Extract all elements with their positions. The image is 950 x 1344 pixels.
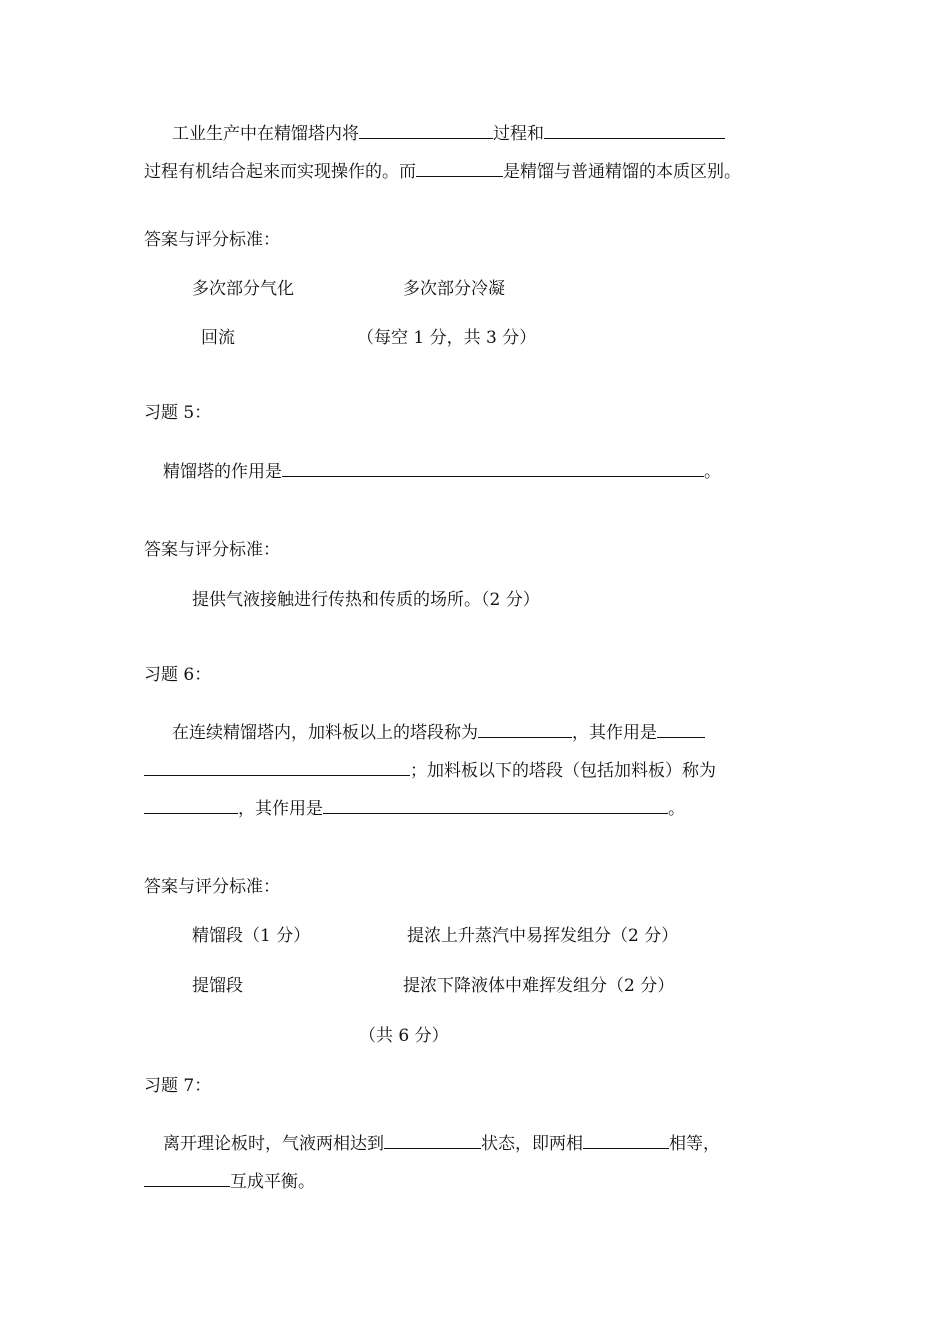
- a4-header: 答案与评分标准：: [144, 230, 280, 250]
- q4-text-3: 过程有机结合起来而实现操作的。而: [144, 162, 416, 182]
- a5-header: 答案与评分标准：: [144, 540, 280, 560]
- q6-end: 。: [668, 799, 685, 819]
- q6-blank-3[interactable]: [144, 796, 238, 814]
- q7-line-2: [144, 1169, 315, 1193]
- q6-blank-2a[interactable]: [657, 720, 705, 738]
- q6-line-1: [172, 720, 705, 744]
- q7-text-2: 状态，即两相: [481, 1134, 583, 1154]
- q7-text-1: 离开理论板时，气液两相达到: [163, 1134, 384, 1154]
- a6-total: （共 6 分）: [359, 1026, 449, 1046]
- q5-blank[interactable]: [282, 459, 704, 477]
- q6-text-1: 在连续精馏塔内，加料板以上的塔段称为: [172, 723, 478, 743]
- q5-title: 习题 5：: [144, 403, 212, 423]
- a5-answer: 提供气液接触进行传热和传质的场所。（2 分）: [192, 590, 540, 610]
- q7-blank-1[interactable]: [384, 1131, 481, 1149]
- q7-title: 习题 7：: [144, 1076, 212, 1096]
- q7-line-1: [163, 1131, 720, 1155]
- q7-text-3: 相等，: [669, 1134, 720, 1154]
- q4-text-4: 是精馏与普通精馏的本质区别。: [503, 162, 741, 182]
- a6-header: 答案与评分标准：: [144, 877, 280, 897]
- q5-end: 。: [704, 462, 721, 482]
- a6-row2-left: 提馏段: [192, 976, 243, 996]
- q6-blank-1[interactable]: [478, 720, 572, 738]
- q7-blank-2[interactable]: [583, 1131, 669, 1149]
- q4-text-2: 过程和: [493, 124, 544, 144]
- q6-text-2: ，其作用是: [572, 723, 657, 743]
- a6-row1-left: 精馏段（1 分）: [192, 926, 311, 946]
- a4-answer-2: 多次部分冷凝: [403, 279, 505, 299]
- q6-blank-4[interactable]: [323, 796, 668, 814]
- q7-blank-3[interactable]: [144, 1169, 230, 1187]
- q6-blank-2b[interactable]: [144, 758, 410, 776]
- q4-blank-3[interactable]: [416, 159, 503, 177]
- q6-line-2: [144, 758, 716, 782]
- a4-answer-1: 多次部分气化: [192, 279, 294, 299]
- q4-blank-1[interactable]: [359, 121, 493, 139]
- q6-line-3: [144, 796, 685, 820]
- q5-line: [163, 459, 721, 483]
- a4-score: （每空 1 分，共 3 分）: [357, 328, 537, 348]
- q5-text: 精馏塔的作用是: [163, 462, 282, 482]
- q6-text-4: ，其作用是: [238, 799, 323, 819]
- q4-line-2: [144, 159, 741, 183]
- a6-row1-right: 提浓上升蒸汽中易挥发组分（2 分）: [407, 926, 679, 946]
- q4-text-1: 工业生产中在精馏塔内将: [172, 124, 359, 144]
- q6-text-3: ；加料板以下的塔段（包括加料板）称为: [410, 761, 716, 781]
- q7-text-4: 互成平衡。: [230, 1172, 315, 1192]
- a4-answer-3: 回流: [201, 328, 235, 348]
- q4-blank-2[interactable]: [544, 121, 725, 139]
- q4-line-1: [172, 121, 725, 145]
- q6-title: 习题 6：: [144, 665, 212, 685]
- a6-row2-right: 提浓下降液体中难挥发组分（2 分）: [403, 976, 675, 996]
